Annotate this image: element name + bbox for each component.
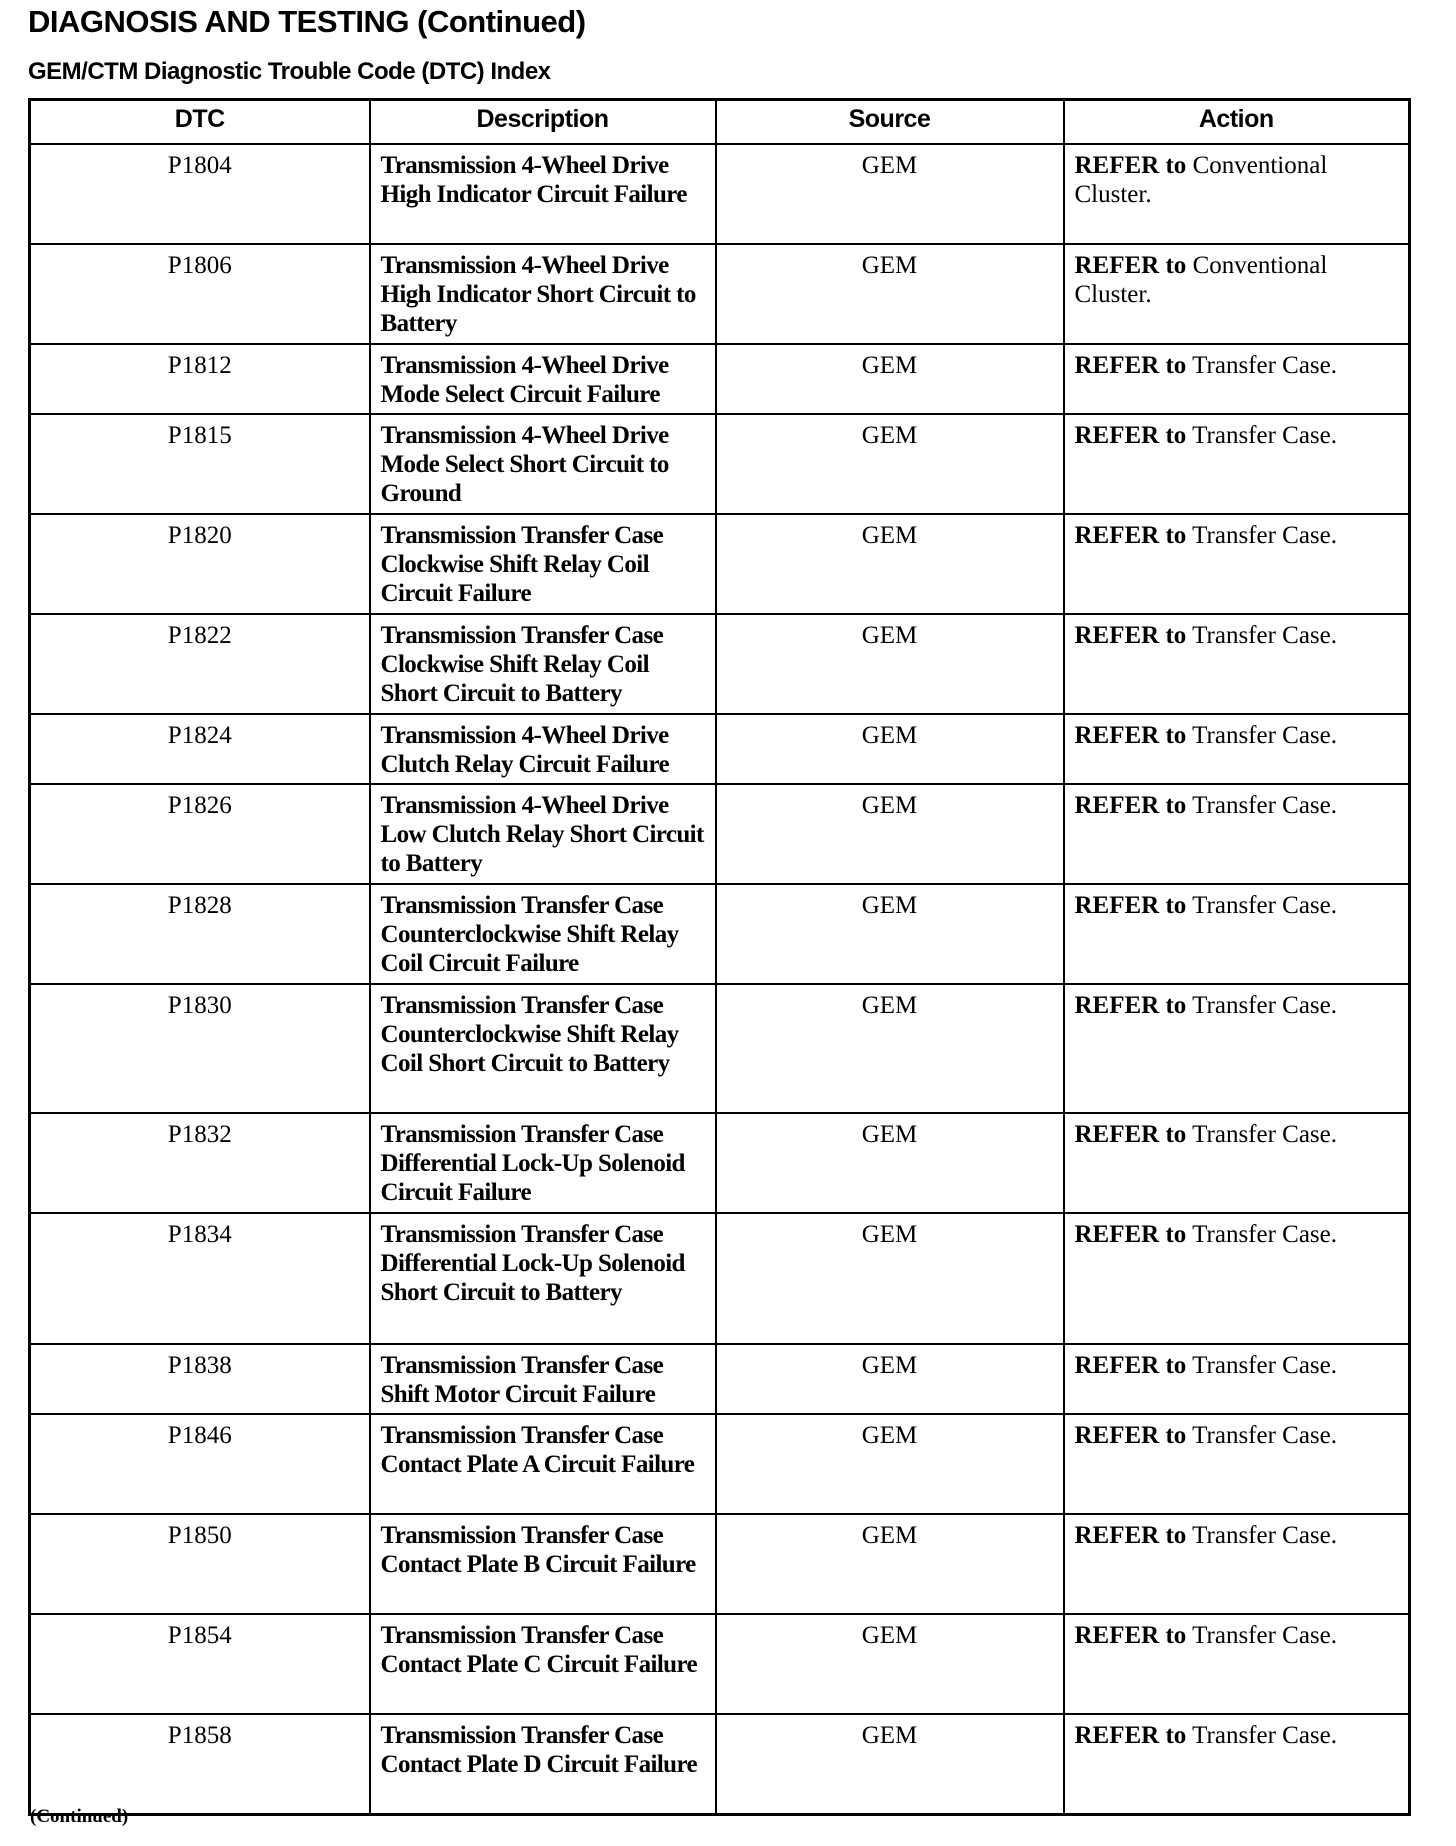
action-refer: REFER to <box>1074 992 1187 1019</box>
action-refer: REFER to <box>1074 1522 1187 1549</box>
action-refer: REFER to <box>1074 352 1187 379</box>
dtc-description: Transmission 4-Wheel Drive Low Clutch Relay Short Circuit to Battery <box>370 784 716 884</box>
column-header-source: Source <box>716 100 1064 145</box>
dtc-action <box>1064 1113 1410 1213</box>
action-refer: REFER to <box>1074 622 1187 649</box>
table-row <box>30 614 1410 714</box>
action-target: Transfer Case. <box>1192 622 1338 649</box>
dtc-code: P1812 <box>30 344 370 414</box>
dtc-action <box>1064 144 1410 244</box>
action-refer: REFER to <box>1074 1121 1187 1148</box>
column-header-action: Action <box>1064 100 1410 145</box>
action-target: Transfer Case. <box>1192 992 1338 1019</box>
table-row <box>30 144 1410 244</box>
dtc-description: Transmission Transfer Case Counterclockwise Shift Relay Coil Short Circuit to Battery <box>370 984 716 1113</box>
table-row <box>30 884 1410 984</box>
action-target: Conventional Cluster. <box>1074 252 1328 308</box>
dtc-action <box>1064 714 1410 784</box>
dtc-code: P1846 <box>30 1414 370 1514</box>
table-row <box>30 1213 1410 1344</box>
action-target: Transfer Case. <box>1192 722 1338 749</box>
table-row <box>30 514 1410 614</box>
action-target: Transfer Case. <box>1192 792 1338 819</box>
dtc-code: P1822 <box>30 614 370 714</box>
dtc-source: GEM <box>716 344 1064 414</box>
dtc-code: P1824 <box>30 714 370 784</box>
dtc-action <box>1064 984 1410 1113</box>
action-refer: REFER to <box>1074 722 1187 749</box>
dtc-description: Transmission 4-Wheel Drive Mode Select Short Circuit to Ground <box>370 414 716 514</box>
dtc-code: P1806 <box>30 244 370 344</box>
dtc-description: Transmission Transfer Case Contact Plate B Circuit Failure <box>370 1514 716 1614</box>
dtc-source: GEM <box>716 1414 1064 1514</box>
action-target: Transfer Case. <box>1192 352 1338 379</box>
dtc-description: Transmission Transfer Case Shift Motor Circuit Failure <box>370 1344 716 1414</box>
section-title: GEM/CTM Diagnostic Trouble Code (DTC) Index <box>28 58 551 85</box>
dtc-action <box>1064 344 1410 414</box>
dtc-action <box>1064 244 1410 344</box>
dtc-code: P1832 <box>30 1113 370 1213</box>
action-target: Transfer Case. <box>1192 1622 1338 1649</box>
dtc-description: Transmission Transfer Case Differential Lock-Up Solenoid Short Circuit to Battery <box>370 1213 716 1344</box>
dtc-code: P1834 <box>30 1213 370 1344</box>
dtc-description: Transmission Transfer Case Differential Lock-Up Solenoid Circuit Failure <box>370 1113 716 1213</box>
dtc-source: GEM <box>716 1113 1064 1213</box>
dtc-description: Transmission 4-Wheel Drive High Indicator Circuit Failure <box>370 144 716 244</box>
dtc-code: P1838 <box>30 1344 370 1414</box>
table-row <box>30 344 1410 414</box>
action-refer: REFER to <box>1074 522 1187 549</box>
dtc-action <box>1064 784 1410 884</box>
action-target: Transfer Case. <box>1192 1522 1338 1549</box>
action-refer: REFER to <box>1074 1622 1187 1649</box>
dtc-source: GEM <box>716 1514 1064 1614</box>
action-target: Transfer Case. <box>1192 522 1338 549</box>
table-row <box>30 1614 1410 1714</box>
table-row <box>30 784 1410 884</box>
dtc-source: GEM <box>716 1714 1064 1814</box>
table-row <box>30 1514 1410 1614</box>
dtc-source: GEM <box>716 714 1064 784</box>
dtc-action <box>1064 884 1410 984</box>
action-refer: REFER to <box>1074 422 1187 449</box>
dtc-source: GEM <box>716 884 1064 984</box>
dtc-code: P1828 <box>30 884 370 984</box>
dtc-action <box>1064 1213 1410 1344</box>
action-refer: REFER to <box>1074 892 1187 919</box>
dtc-description: Transmission 4-Wheel Drive Clutch Relay Circuit Failure <box>370 714 716 784</box>
table-row <box>30 1113 1410 1213</box>
dtc-action <box>1064 514 1410 614</box>
dtc-source: GEM <box>716 1614 1064 1714</box>
dtc-code: P1830 <box>30 984 370 1113</box>
dtc-source: GEM <box>716 1213 1064 1344</box>
dtc-action <box>1064 414 1410 514</box>
dtc-source: GEM <box>716 144 1064 244</box>
dtc-source: GEM <box>716 414 1064 514</box>
column-header-dtc: DTC <box>30 100 370 145</box>
dtc-description: Transmission 4-Wheel Drive High Indicator Short Circuit to Battery <box>370 244 716 344</box>
action-target: Transfer Case. <box>1192 422 1338 449</box>
column-header-description: Description <box>370 100 716 145</box>
dtc-action <box>1064 1414 1410 1514</box>
dtc-code: P1854 <box>30 1614 370 1714</box>
dtc-action <box>1064 614 1410 714</box>
table-row <box>30 714 1410 784</box>
action-target: Transfer Case. <box>1192 892 1338 919</box>
table-body <box>30 144 1410 1814</box>
table-row <box>30 414 1410 514</box>
action-target: Transfer Case. <box>1192 1221 1338 1248</box>
dtc-description: Transmission 4-Wheel Drive Mode Select Circuit Failure <box>370 344 716 414</box>
dtc-description: Transmission Transfer Case Clockwise Shift Relay Coil Circuit Failure <box>370 514 716 614</box>
table-row <box>30 1714 1410 1814</box>
header-row <box>30 100 1410 145</box>
action-refer: REFER to <box>1074 792 1187 819</box>
dtc-description: Transmission Transfer Case Contact Plate D Circuit Failure <box>370 1714 716 1814</box>
dtc-source: GEM <box>716 614 1064 714</box>
dtc-code: P1815 <box>30 414 370 514</box>
dtc-code: P1858 <box>30 1714 370 1814</box>
dtc-source: GEM <box>716 1344 1064 1414</box>
dtc-source: GEM <box>716 984 1064 1113</box>
dtc-description: Transmission Transfer Case Counterclockwise Shift Relay Coil Circuit Failure <box>370 884 716 984</box>
dtc-description: Transmission Transfer Case Contact Plate A Circuit Failure <box>370 1414 716 1514</box>
action-refer: REFER to <box>1074 152 1187 179</box>
action-target: Transfer Case. <box>1192 1722 1338 1749</box>
dtc-description: Transmission Transfer Case Contact Plate C Circuit Failure <box>370 1614 716 1714</box>
table-row <box>30 1414 1410 1514</box>
dtc-action <box>1064 1514 1410 1614</box>
dtc-code: P1820 <box>30 514 370 614</box>
action-refer: REFER to <box>1074 1422 1187 1449</box>
dtc-code: P1804 <box>30 144 370 244</box>
table-row <box>30 1344 1410 1414</box>
dtc-source: GEM <box>716 244 1064 344</box>
page-title: DIAGNOSIS AND TESTING (Continued) <box>28 4 586 39</box>
dtc-index-table <box>28 98 1411 1816</box>
table-header <box>30 100 1410 145</box>
action-refer: REFER to <box>1074 1722 1187 1749</box>
dtc-source: GEM <box>716 514 1064 614</box>
action-refer: REFER to <box>1074 252 1187 279</box>
action-refer: REFER to <box>1074 1221 1187 1248</box>
action-target: Transfer Case. <box>1192 1352 1338 1379</box>
action-refer: REFER to <box>1074 1352 1187 1379</box>
dtc-code: P1826 <box>30 784 370 884</box>
dtc-source: GEM <box>716 784 1064 884</box>
dtc-action <box>1064 1614 1410 1714</box>
action-target: Transfer Case. <box>1192 1422 1338 1449</box>
dtc-action <box>1064 1344 1410 1414</box>
action-target: Transfer Case. <box>1192 1121 1338 1148</box>
action-target: Conventional Cluster. <box>1074 152 1328 208</box>
table-row <box>30 984 1410 1113</box>
continued-note: (Continued) <box>30 1806 129 1827</box>
table-row <box>30 244 1410 344</box>
dtc-action <box>1064 1714 1410 1814</box>
dtc-description: Transmission Transfer Case Clockwise Shift Relay Coil Short Circuit to Battery <box>370 614 716 714</box>
dtc-code: P1850 <box>30 1514 370 1614</box>
